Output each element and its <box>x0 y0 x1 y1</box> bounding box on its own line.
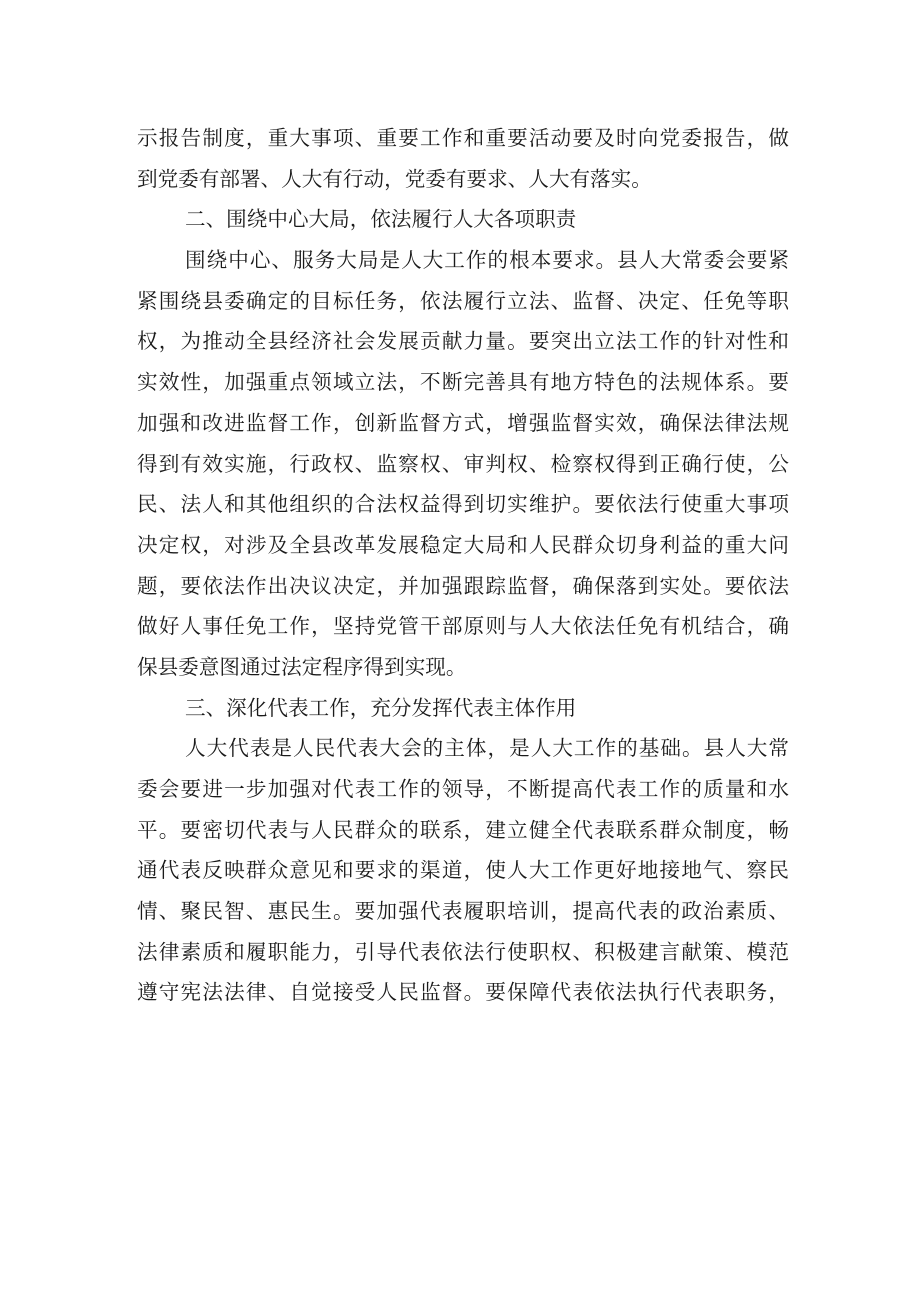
paragraph-line: 权，为推动全县经济社会发展贡献力量。要突出立法工作的针对性和 <box>137 329 789 354</box>
section-heading-3: 三、深化代表工作，充分发挥代表主体作用 <box>185 695 577 720</box>
paragraph-line: 通代表反映群众意见和要求的渠道，使人大工作更好地接地气、察民 <box>137 858 789 883</box>
paragraph-line: 紧围绕县委确定的目标任务，依法履行立法、监督、决定、任免等职 <box>137 288 789 313</box>
paragraph-line: 题，要依法作出决议决定，并加强跟踪监督，确保落到实处。要依法 <box>137 573 789 598</box>
paragraph-line: 情、聚民智、惠民生。要加强代表履职培训，提高代表的政治素质、 <box>137 899 789 924</box>
paragraph-line: 围绕中心、服务大局是人大工作的根本要求。县人大常委会要紧 <box>185 248 789 273</box>
section-heading-2: 二、围绕中心大局，依法履行人大各项职责 <box>185 207 577 232</box>
paragraph-line: 示报告制度，重大事项、重要工作和重要活动要及时向党委报告，做 <box>137 126 789 150</box>
paragraph-line: 保县委意图通过法定程序得到实现。 <box>137 654 467 679</box>
paragraph-line: 到党委有部署、人大有行动，党委有要求、人大有落实。 <box>137 166 652 191</box>
paragraph-line: 委会要进一步加强对代表工作的领导，不断提高代表工作的质量和水 <box>137 777 789 801</box>
paragraph-line: 决定权，对涉及全县改革发展稳定大局和人民群众切身利益的重大问 <box>137 532 789 557</box>
paragraph-line: 实效性，加强重点领域立法，不断完善具有地方特色的法规体系。要 <box>137 370 789 395</box>
paragraph-line: 得到有效实施，行政权、监察权、审判权、检察权得到正确行使，公 <box>137 451 789 476</box>
paragraph-line: 法律素质和履职能力，引导代表依法行使职权、积极建言献策、模范 <box>137 939 789 964</box>
paragraph-line: 平。要密切代表与人民群众的联系，建立健全代表联系群众制度，畅 <box>137 817 789 842</box>
document-body <box>137 118 789 1013</box>
paragraph-line: 民、法人和其他组织的合法权益得到切实维护。要依法行使重大事项 <box>137 492 789 517</box>
paragraph-line: 加强和改进监督工作，创新监督方式，增强监督实效，确保法律法规 <box>137 410 789 435</box>
paragraph-line: 遵守宪法法律、自觉接受人民监督。要保障代表依法执行代表职务， <box>137 980 789 1005</box>
paragraph-line: 人大代表是人民代表大会的主体，是人大工作的基础。县人大常 <box>185 736 789 761</box>
paragraph-line: 做好人事任免工作，坚持党管干部原则与人大依法任免有机结合，确 <box>137 614 789 639</box>
